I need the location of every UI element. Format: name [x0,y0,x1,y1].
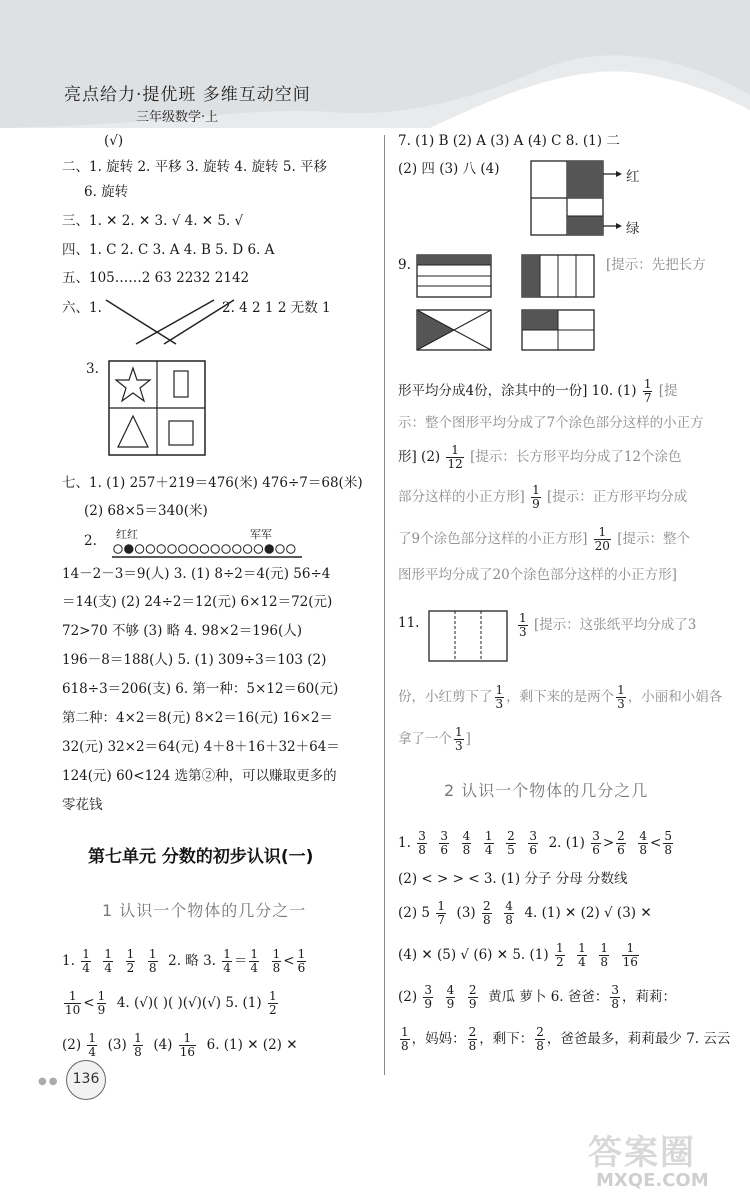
header-wave-decoration [0,0,750,128]
bead [157,545,165,553]
answer-line: 2. 4 2 1 2 无数 1 [222,300,331,316]
answer-line: 11. [398,615,420,631]
hint-text: [提示：正方形平均分成 [547,489,688,505]
color-grid-diagram [530,160,640,240]
bead [125,545,133,553]
bead [265,545,273,553]
star-icon [116,368,150,401]
hint-text: 了9个涂色部分这样的小正方形] [398,531,588,547]
answer-line: (2) $\frac{1}{4}$ (3) $\frac{1}{8}$ (4) $\frac{1}{16}$ 6. (1) ✕ (2) ✕ [62,1031,298,1059]
answer-line: (2) 5 $\frac{1}{7}$ (3) $\frac{2}{8}$ $\frac{4}{8}$ 4. (1) ✕ (2) √ (3) ✕ [398,899,652,927]
q-label: (3) [107,1037,127,1053]
shape-grid-diagram [108,360,208,458]
bead [168,545,176,553]
hint-text: 图形平均分成了20个涂色部分这样的小正方形] [398,567,677,583]
bead [254,545,262,553]
q-label: 形平均分成4份，涂其中的一份] 10. (1) [398,383,637,399]
hint-text: 示：整个图形平均分成了7个涂色部分这样的小正方 [398,415,704,431]
hint-text: [提示：整个 [617,531,691,547]
answer-line: 618÷3＝206(支) 6. 第一种：5×12＝60(元) [62,681,339,697]
hint-text: [提 [658,383,678,399]
bead [222,545,230,553]
hint-text: [提示：长方形平均分成了12个涂色 [470,449,682,465]
answer-line: 14－2－3＝9(人) 3. (1) 8÷2＝4(元) 56÷4 [62,566,331,582]
hint-text: 部分这样的小正方形] [398,489,525,505]
answer-line: (2) 68×5＝340(米) [84,503,208,519]
matching-lines-diagram [102,296,242,348]
answer-line: 3. [86,361,99,377]
answer-line: 第二种：4×2＝8(元) 8×2＝16(元) 16×2＝ [62,710,333,726]
q-label: 2. 略 3. [168,953,216,969]
answer-line: 7. (1) B (2) A (3) A (4) C 8. (1) 二 [398,133,620,149]
answer-line: 部分这样的小正方形] $\frac{1}{9}$ [提示：正方形平均分成 [398,483,688,511]
bead [276,545,284,553]
hint-text: 份，小红剪下了 $\frac{1}{3}$ ，剩下来的是两个 $\frac{1}{3}$ ，小丽和小娟各 [398,683,723,711]
bead [233,545,241,553]
footer-dots: ●● [38,1076,60,1087]
answer-line: 五、105……2 63 2232 2142 [62,270,250,286]
watermark-url: MXQE.COM [596,1170,709,1191]
q-label: 形] (2) [398,449,441,465]
bead [211,545,219,553]
hint-text: 拿了一个 $\frac{1}{3}$ ] [398,725,471,753]
answer-line: 二、1. 旋转 2. 平移 3. 旋转 4. 旋转 5. 平移 [62,159,328,175]
bead [135,545,143,553]
answer-line: 三、1. ✕ 2. ✕ 3. √ 4. ✕ 5. √ [62,213,244,229]
q-label: (4) [153,1037,173,1053]
q-label: 6. (1) ✕ (2) ✕ [206,1037,298,1053]
answer-line: ＝14(支) (2) 24÷2＝12(元) 6×12＝72(元) [62,594,333,610]
paper-strip-diagram [428,610,510,666]
answer-line: 124(元) 60<124 选第②种，可以赚取更多的 [62,768,337,784]
answer-line: 形] (2) $\frac{1}{12}$ [提示：长方形平均分成了12个涂色 [398,443,682,471]
section-heading: 1 认识一个物体的几分之一 [102,901,307,920]
q-label: 1. [62,953,75,969]
q-label: (2) [62,1037,82,1053]
answer-line: (4) ✕ (5) √ (6) ✕ 5. (1) $\frac{1}{2}$ $\frac{1}{4}$ $\frac{1}{8}$ $\frac{1}{16}$ [398,941,638,969]
hint-text: [提示：先把长方 [606,257,706,273]
bead [200,545,208,553]
answer-line: 9. [398,257,411,273]
section-heading: 2 认识一个物体的几分之几 [444,781,649,800]
q-label: 4. (√)( )( )(√)(√) 5. (1) [116,995,262,1011]
answer-line: 72>70 不够 (3) 略 4. 98×2＝196(人) [62,623,303,639]
answer-line: 了9个涂色部分这样的小正方形] $\frac{1}{20}$ [提示：整个 [398,525,691,553]
unit-heading: 第七单元 分数的初步认识(一) [88,847,314,867]
bead [146,545,154,553]
answer-line: $\frac{1}{8}$ ，妈妈： $\frac{2}{8}$ ，剩下： $\frac{2}{8}$ ，爸爸最多，莉莉最少 7. 云云 [401,1025,731,1053]
answer-line: 2. [84,533,97,549]
beads-diagram [112,540,312,560]
answer-line: (2) 四 (3) 八 (4) [398,161,500,177]
page-number: 136 [66,1060,106,1100]
watermark-logo: 答案圈 [588,1133,696,1173]
label-red: 红 [626,169,640,185]
answer-line: 6. 旋转 [84,184,129,200]
page-header [0,0,750,128]
label-green: 绿 [626,221,640,237]
hint-text: [提示：这张纸平均分成了3 [533,617,697,633]
answer-line: $\frac{1}{10}$ < $\frac{1}{9}$ 4. (√)( )( )(√)(√) 5. (1) $\frac{1}{2}$ [65,989,277,1017]
fraction-shapes-diagram [416,254,636,354]
bead [179,545,187,553]
answer-line: 零花钱 [62,797,103,813]
answer-line: (√) [104,133,124,149]
answer-line: 32(元) 32×2＝64(元) 4＋8＋16＋32＋64＝ [62,739,340,755]
answer-line: 1. $\frac{1}{4}$ $\frac{1}{4}$ $\frac{1}{2}$ $\frac{1}{8}$ 2. 略 3. $\frac{1}{4}$ ＝ $\frac{1}{4}$ $\frac{1}{8}$ < $\frac{1}{6}$ [62,947,306,975]
beads-label-jun: 军军 [250,528,272,541]
book-title: 三年级数学·上 [136,110,219,125]
answer-line: 1. $\frac{3}{8}$ $\frac{3}{6}$ $\frac{4}{8}$ $\frac{1}{4}$ $\frac{2}{5}$ $\frac{3}{6}$ 2. (1) $\frac{3}{6}$ > $\frac{2}{6}$ $\frac{4}{8}$ < $\frac{5}{8}$ [398,829,672,857]
answer-line: 七、1. (1) 257＋219＝476(米) 476÷7＝68(米) [62,475,363,491]
answer-line: 六、1. [62,300,102,316]
bead [287,545,295,553]
answer-line: 四、1. C 2. C 3. A 4. B 5. D 6. A [62,242,275,258]
series-title: 亮点给力·提优班 多维互动空间 [64,85,311,105]
answer-line: 形平均分成4份，涂其中的一份] 10. (1) $\frac{1}{7}$ [提 [398,377,678,405]
answer-line: (2) < > > < 3. (1) 分子 分母 分数线 [398,871,628,887]
column-divider [384,135,385,1075]
answer-line: 196－8＝188(人) 5. (1) 309÷3＝103 (2) [62,652,327,668]
bead [243,545,251,553]
answer-line: (2) $\frac{3}{9}$ $\frac{4}{9}$ $\frac{2}{9}$ 黄瓜 萝卜 6. 爸爸： $\frac{3}{8}$ ，莉莉： [398,983,677,1011]
bead [114,545,122,553]
bead [189,545,197,553]
beads-label-hong: 红红 [116,528,138,541]
answer-line: $\frac{1}{3}$ [提示：这张纸平均分成了3 [519,611,697,639]
